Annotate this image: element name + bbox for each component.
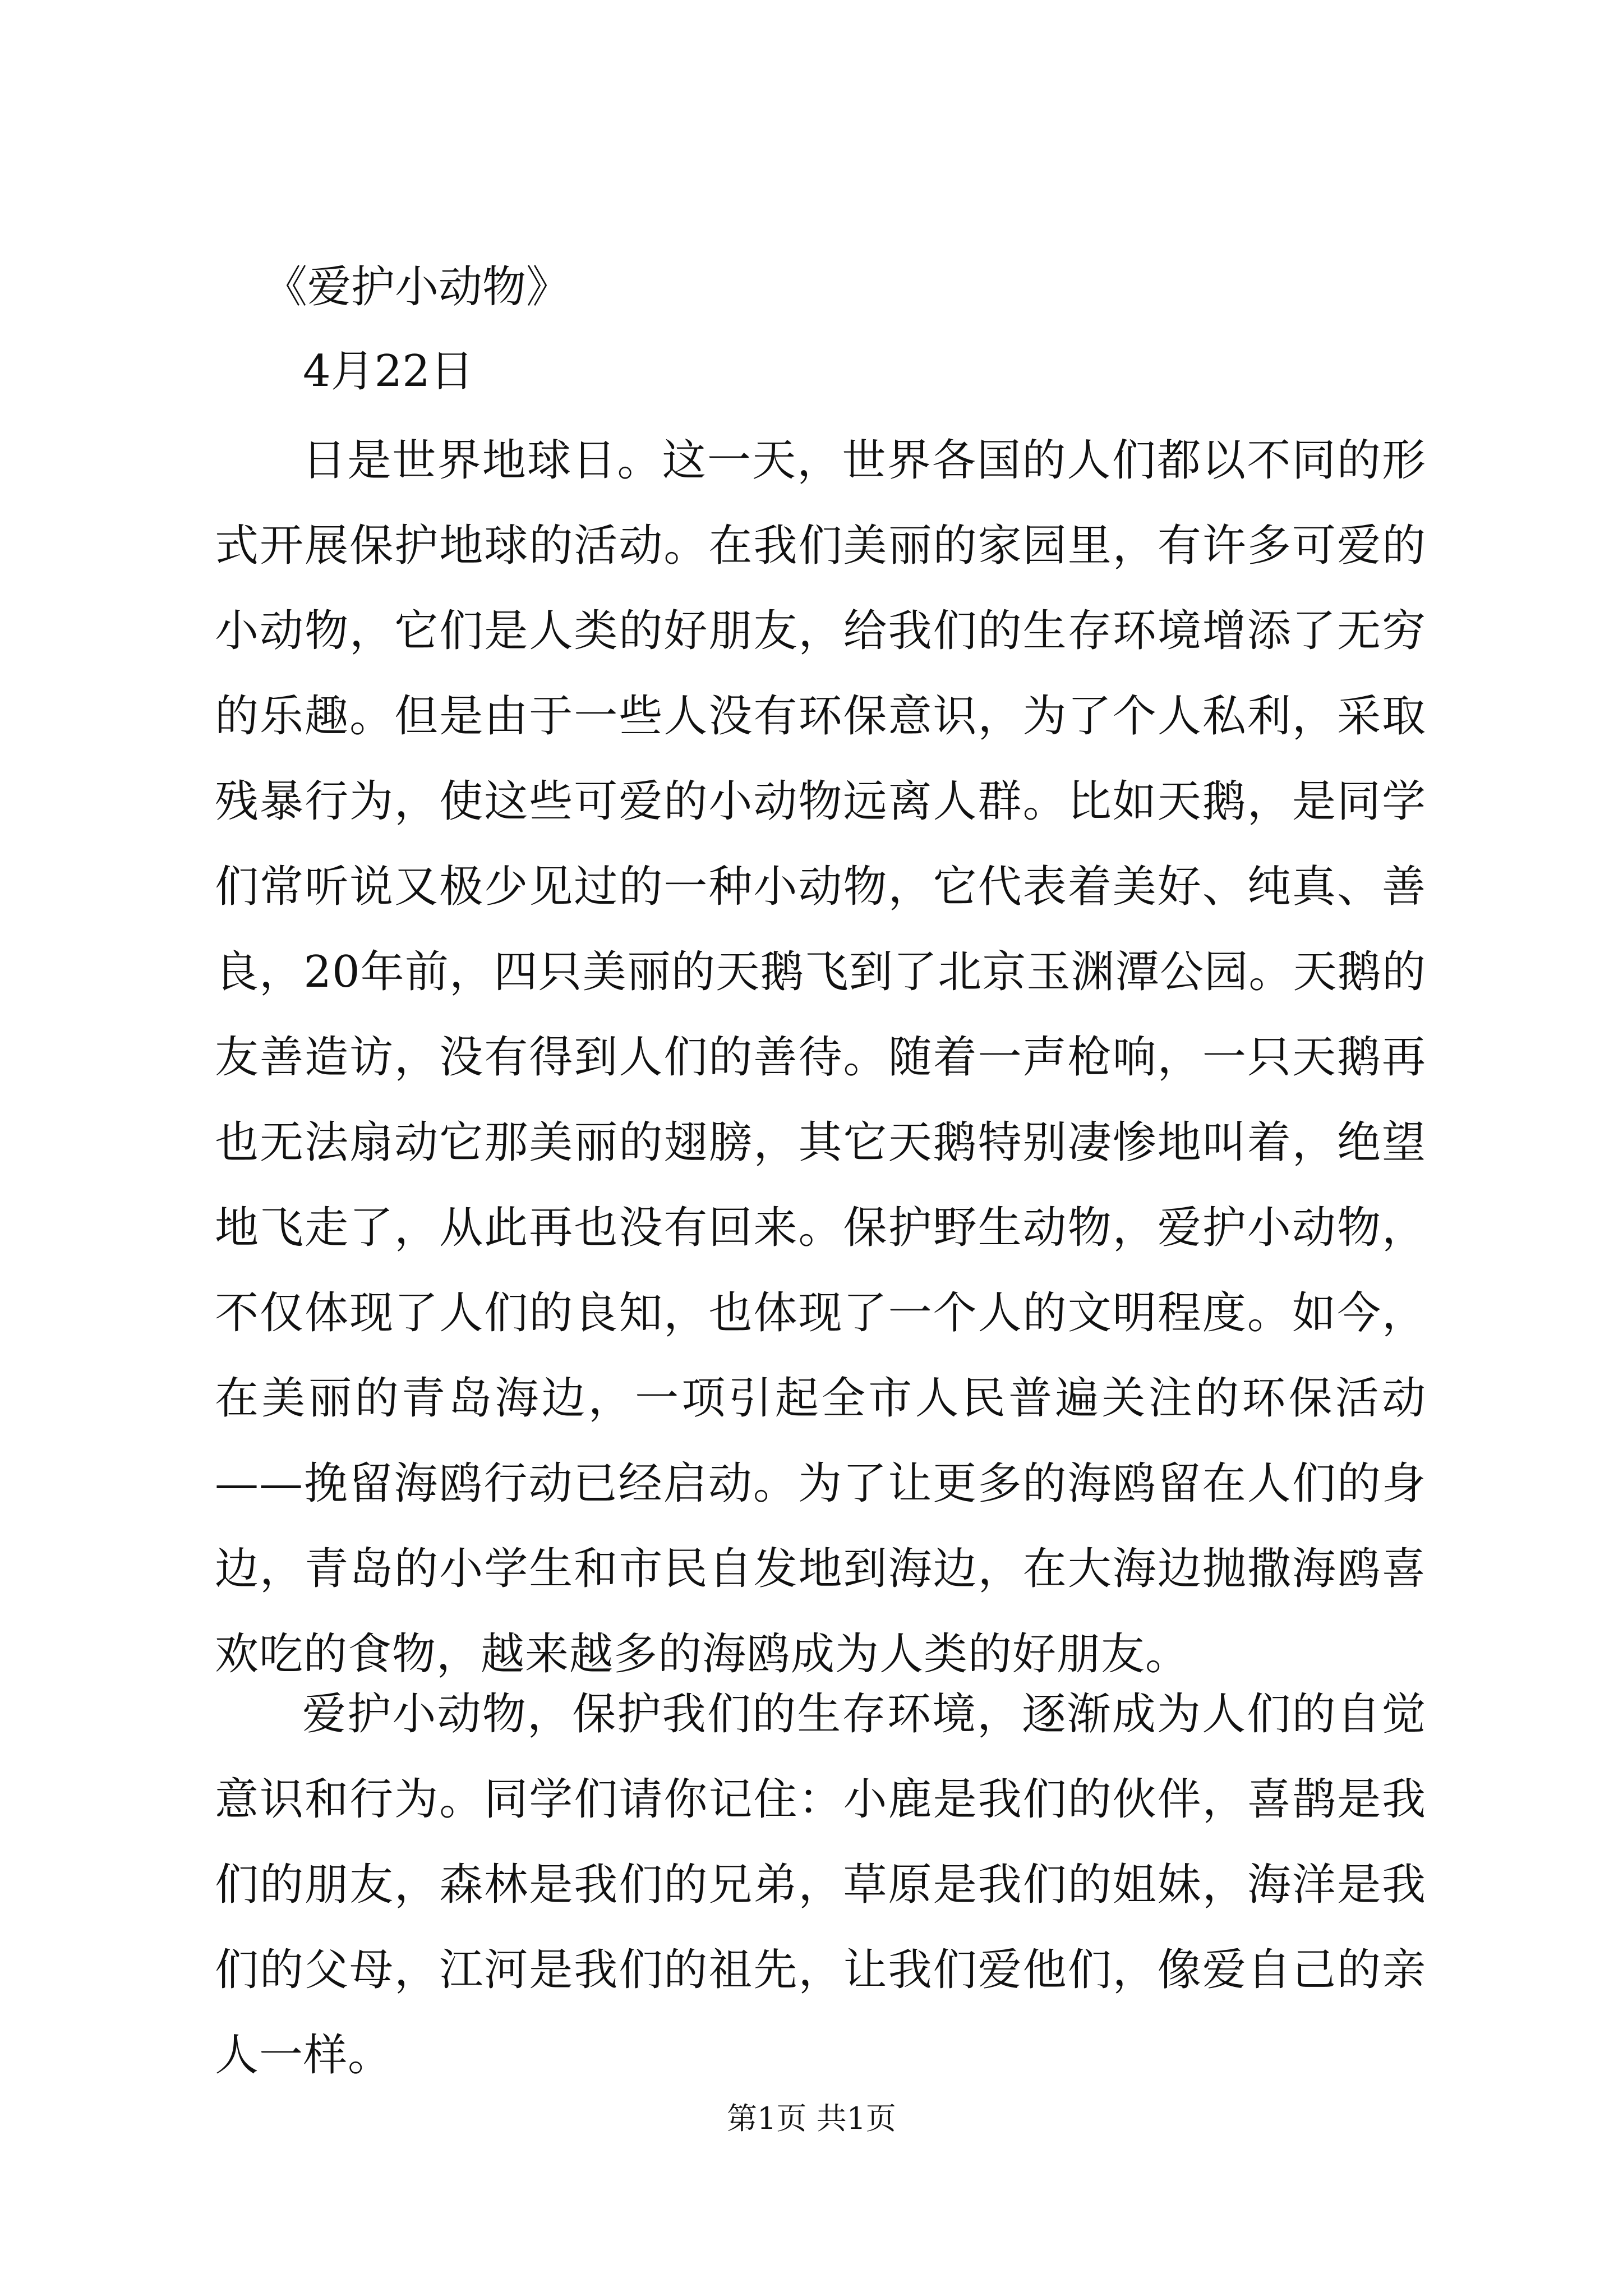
document-title: 《爱护小动物》	[264, 262, 570, 312]
document-date: 4月22日	[303, 346, 474, 397]
body-paragraph-2: 爱护小动物，保护我们的生存环境，逐渐成为人们的自觉意识和行为。同学们请你记住：小鹿是我们的伙伴，喜鹊是我们的朋友，森林是我们的兄弟，草原是我们的姐妹，海洋是我们的父母，江河是我们的祖先，让我们爱他们，像爱自己的亲人一样。	[215, 1689, 1426, 2081]
body-paragraph-1: 日是世界地球日。这一天，世界各国的人们都以不同的形式开展保护地球的活动。在我们美丽的家园里，有许多可爱的小动物，它们是人类的好朋友，给我们的生存环境增添了无穷的乐趣。但是由于一些人没有环保意识，为了个人私利，采取残暴行为，使这些可爱的小动物远离人群。比如天鹅，是同学们常听说又极少见过的一种小动物，它代表着美好、纯真、善良，20年前，四只美丽的天鹅飞到了北京玉渊潭公园。天鹅的友善造访，没有得到人们的善待。随着一声枪响，一只天鹅再也无法扇动它那美丽的翅膀，其它天鹅特别凄惨地叫着，绝望地飞走了，从此再也没有回来。保护野生动物，爱护小动物，不仅体现了人们的良知，也体现了一个人的文明程度。如今，在美丽的青岛海边，一项引起全市人民普遍关注的环保活动——挽留海鸥行动已经启动。为了让更多的海鸥留在人们的身边，青岛的小学生和市民自发地到海边，在大海边抛撒海鸥喜欢吃的食物，越来越多的海鸥成为人类的好朋友。	[215, 435, 1426, 1680]
page-footer: 第1页 共1页	[727, 2101, 896, 2136]
